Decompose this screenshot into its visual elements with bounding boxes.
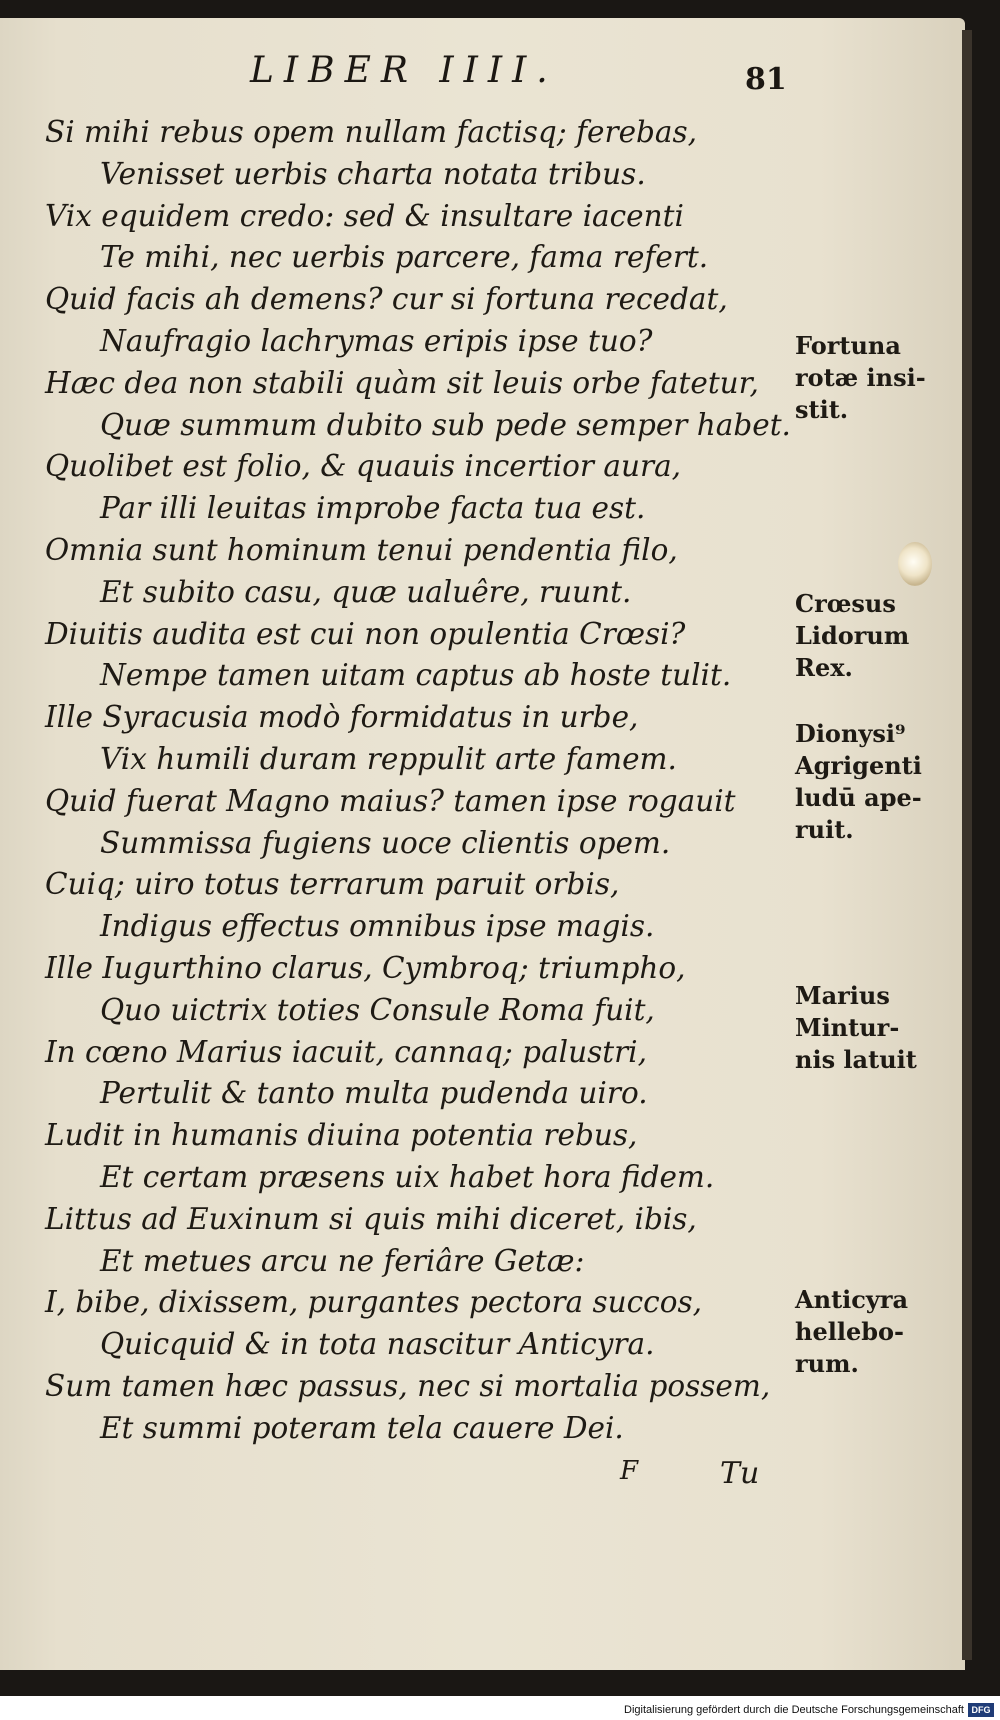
verse-line: Et summi poteram tela cauere Dei.: [100, 1410, 624, 1445]
marginal-note-line: Lidorum: [795, 621, 910, 650]
marginal-note-line: ruit.: [795, 815, 854, 844]
marginal-note-line: stit.: [795, 395, 849, 424]
marginal-note-line: nis latuit: [795, 1045, 917, 1074]
page-edge: [962, 30, 972, 1660]
verse-line: Quicquid & in tota nascitur Anticyra.: [100, 1327, 655, 1362]
page-number: 81: [745, 62, 787, 97]
verse-line: Venisset uerbis charta notata tribus.: [100, 156, 646, 191]
verse-line: Quo uictrix toties Consule Roma fuit,: [100, 992, 655, 1027]
verse-line: Cuiq; uiro totus terrarum paruit orbis,: [45, 867, 620, 902]
marginal-note-line: Dionysi⁹: [795, 719, 906, 748]
verse-line: Nempe tamen uitam captus ab hoste tulit.: [100, 658, 732, 693]
verse-line: Quid facis ah demens? cur si fortuna recedat,: [45, 282, 728, 317]
verse-line: Naufragio lachrymas eripis ipse tuo?: [100, 323, 653, 358]
dfg-logo: DFG: [968, 1703, 994, 1717]
signature-mark: F: [620, 1456, 639, 1486]
verse-line: Hæc dea non stabili quàm sit leuis orbe fatetur,: [45, 365, 759, 400]
verse-line: Quolibet est folio, & quauis incertior aura,: [45, 449, 682, 484]
verse-line: Vix equidem credo: sed & insultare iacenti: [45, 198, 684, 233]
marginal-note-line: ludū ape-: [795, 783, 922, 812]
marginal-note-line: Mintur-: [795, 1013, 900, 1042]
paper-stain: [898, 542, 932, 586]
verse-line: Et subito casu, quæ ualuêre, ruunt.: [100, 574, 632, 609]
marginal-note-fortuna: [795, 330, 926, 426]
marginal-note-anticyra: [795, 1284, 908, 1380]
digitization-credit: Digitalisierung gefördert durch die Deutsche Forschungsgemeinschaft: [624, 1704, 964, 1716]
verse-line: Si mihi rebus opem nullam factisq; ferebas,: [45, 115, 698, 149]
marginal-note-line: Agrigenti: [795, 751, 922, 780]
marginal-note-line: hellebo-: [795, 1317, 904, 1346]
verse-line: Littus ad Euxinum si quis mihi diceret, ibis,: [45, 1201, 697, 1236]
verse-line: Et metues arcu ne feriâre Getæ:: [100, 1243, 585, 1278]
catchword: Tu: [720, 1456, 760, 1491]
verse-line: I, bibe, dixissem, purgantes pectora succos,: [45, 1285, 702, 1320]
verse-line: Quæ summum dubito sub pede semper habet.: [100, 407, 791, 442]
marginal-note-line: Marius: [795, 981, 890, 1010]
verse-line: Ille Iugurthino clarus, Cymbroq; triumpho,: [45, 950, 686, 985]
verse-line: Par illi leuitas improbe facta tua est.: [100, 491, 646, 526]
verse-line: Pertulit & tanto multa pudenda uiro.: [100, 1076, 648, 1111]
verse-line: Omnia sunt hominum tenui pendentia filo,: [45, 532, 678, 567]
marginal-note-croesus: [795, 588, 909, 684]
marginal-note-line: Fortuna: [795, 331, 901, 360]
verse-line: Summissa fugiens uoce clientis opem.: [100, 825, 671, 860]
verse-line: Quid fuerat Magno maius? tamen ipse rogauit: [45, 783, 736, 818]
verse-line: In cœno Marius iacuit, cannaq; palustri,: [45, 1034, 647, 1069]
marginal-note-line: Crœsus: [795, 589, 896, 618]
marginal-note-line: rum.: [795, 1349, 859, 1378]
marginal-note-line: Anticyra: [795, 1285, 909, 1314]
verse-line: Et certam præsens uix habet hora fidem.: [100, 1159, 715, 1194]
running-head: LIBER IIII.: [250, 50, 558, 91]
marginal-note-marius: [795, 980, 917, 1076]
verse-line: Ille Syracusia modò formidatus in urbe,: [45, 700, 639, 735]
verse-line: Diuitis audita est cui non opulentia Crœsi?: [45, 616, 686, 651]
marginal-note-line: Rex.: [795, 653, 853, 682]
poem-text: [45, 112, 791, 1450]
verse-line: Vix humili duram reppulit arte famem.: [100, 741, 677, 776]
verse-line: Te mihi, nec uerbis parcere, fama refert.: [100, 240, 709, 275]
marginal-note-dionysius: [795, 718, 922, 846]
verse-line: Sum tamen hæc passus, nec si mortalia possem,: [45, 1368, 771, 1403]
marginal-note-line: rotæ insi-: [795, 363, 926, 392]
verse-line: Indigus effectus omnibus ipse magis.: [100, 909, 655, 944]
verse-line: Ludit in humanis diuina potentia rebus,: [45, 1118, 638, 1153]
